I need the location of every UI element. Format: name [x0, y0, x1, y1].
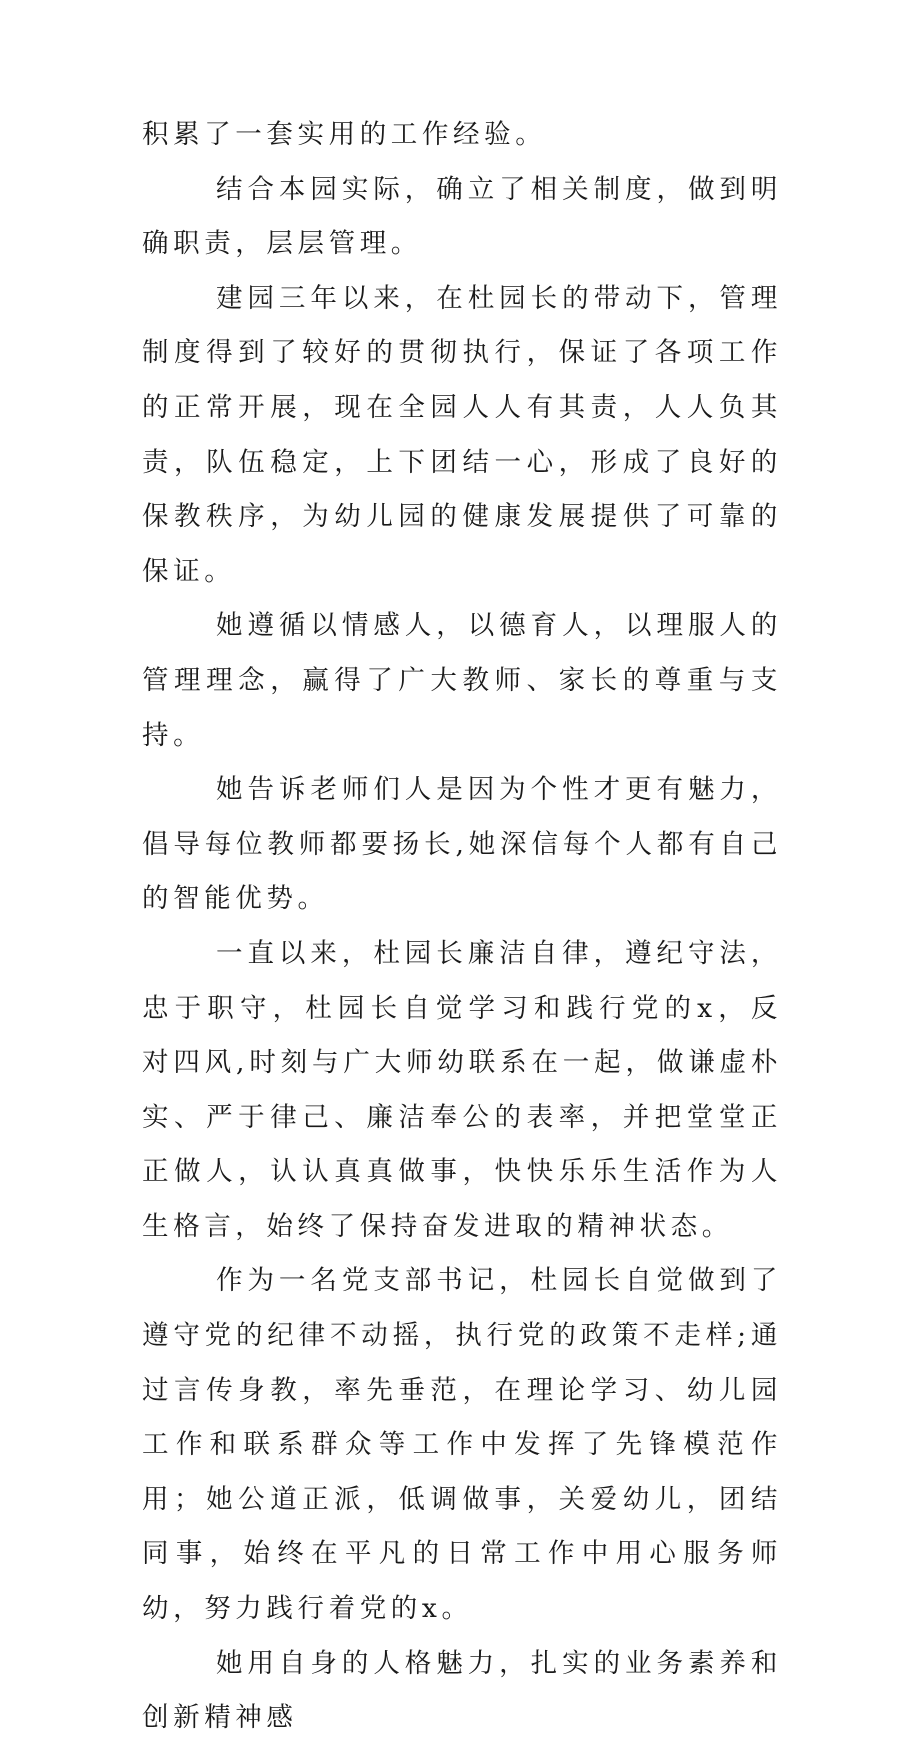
paragraph: 一直以来，杜园长廉洁自律，遵纪守法，忠于职守，杜园长自觉学习和践行党的x，反对四风,时刻与广大师幼联系在一起，做谦虚朴实、严于律己、廉洁奉公的表率，并把堂堂正正做人，认认真真做事，快快乐乐生活作为人生格言，始终了保持奋发进取的精神状态。	[142, 937, 782, 1242]
paragraph: 结合本园实际，确立了相关制度，做到明确职责，层层管理。	[142, 173, 782, 260]
paragraph: 她用自身的人格魅力，扎实的业务素养和创新精神感	[142, 1647, 782, 1734]
paragraph: 作为一名党支部书记，杜园长自觉做到了遵守党的纪律不动摇，执行党的政策不走样;通过言传身教，率先垂范，在理论学习、幼儿园工作和联系群众等工作中发挥了先锋模范作用；她公道正派，低调做事，关爱幼儿，团结同事，始终在平凡的日常工作中用心服务师幼，努力践行着党的x。	[142, 1265, 782, 1625]
paragraph: 她告诉老师们人是因为个性才更有魅力，倡导每位教师都要扬长,她深信每个人都有自己的智能优势。	[142, 774, 782, 915]
paragraph: 她遵循以情感人，以德育人，以理服人的管理理念，赢得了广大教师、家长的尊重与支持。	[142, 610, 782, 751]
document-body	[142, 108, 782, 1746]
paragraph: 积累了一套实用的工作经验。	[142, 119, 547, 150]
paragraph: 建园三年以来，在杜园长的带动下，管理制度得到了较好的贯彻执行，保证了各项工作的正常开展，现在全园人人有其责，人人负其责，队伍稳定，上下团结一心，形成了良好的保教秩序，为幼儿园的健康发展提供了可靠的保证。	[142, 282, 782, 587]
